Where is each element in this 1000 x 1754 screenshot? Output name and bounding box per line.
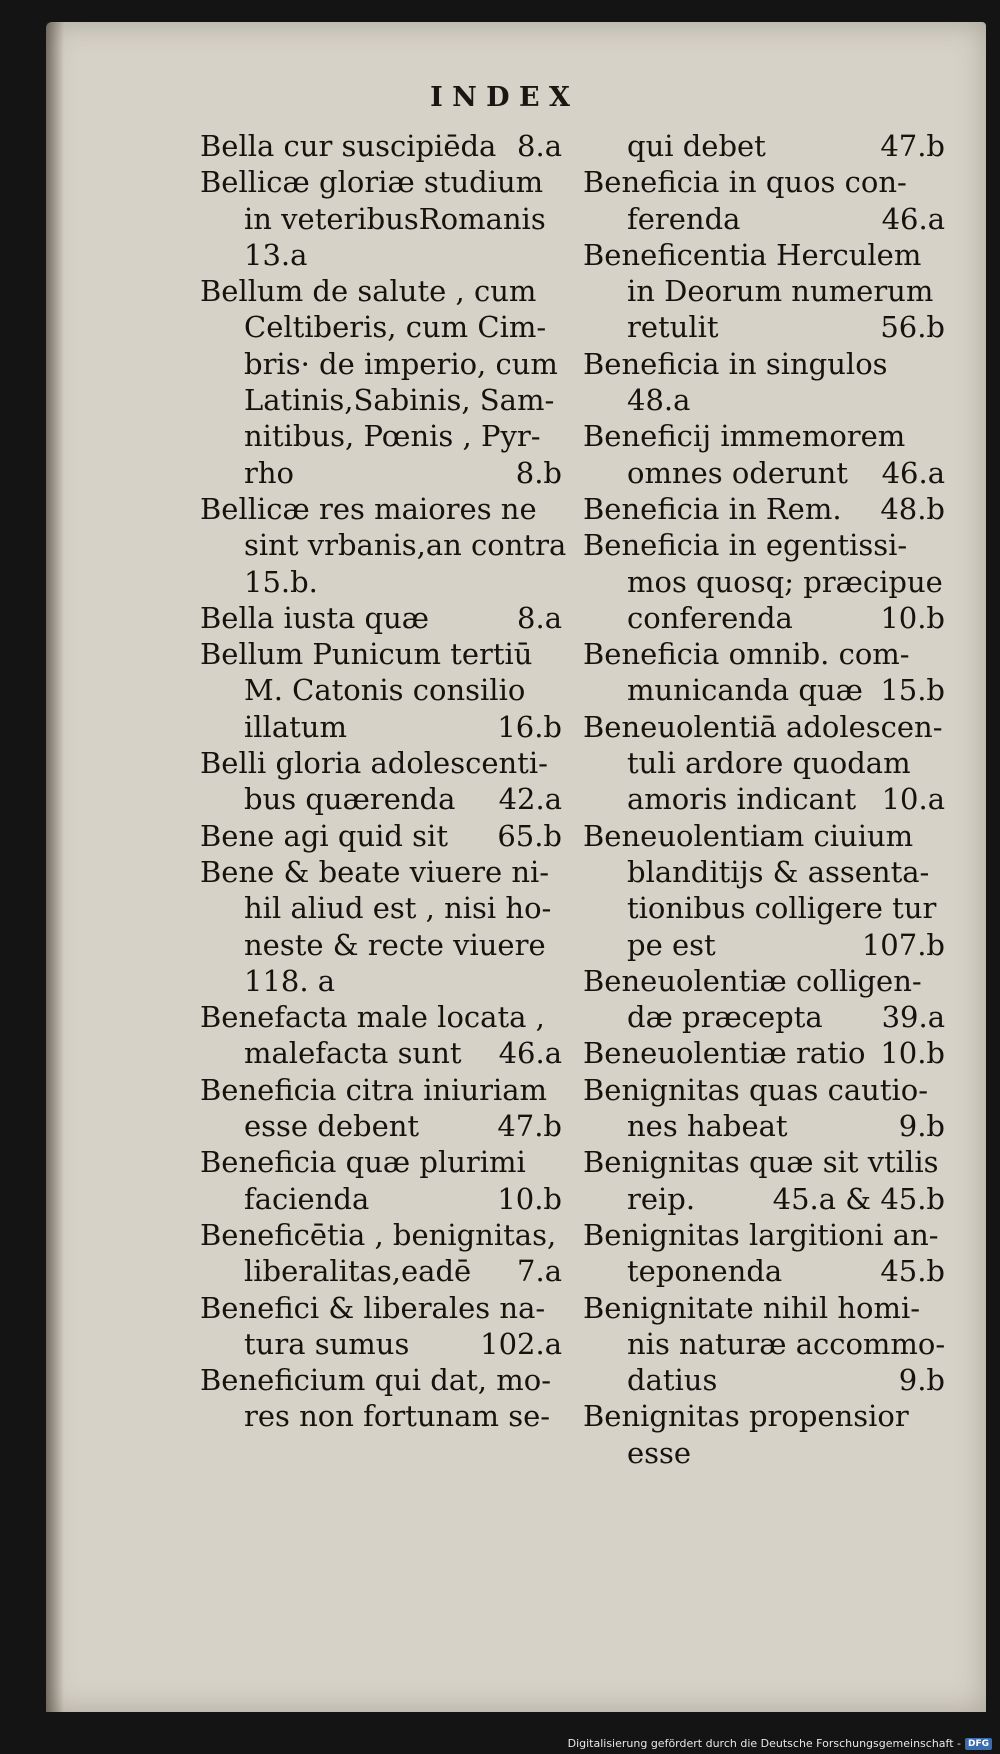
entry-text: res non fortunam se-: [244, 1399, 551, 1434]
entry-text: Beneficia in quos con-: [583, 165, 907, 200]
entry-text: liberalitas,eadē: [244, 1254, 472, 1289]
entry-text: Benefacta male locata ,: [200, 1000, 545, 1035]
entry-text: omnes oderunt: [627, 455, 848, 490]
entry-text: amoris indicant: [627, 782, 857, 817]
index-entry: [200, 818, 562, 854]
entry-page-ref: 9.b: [898, 1363, 945, 1398]
index-column-right: [583, 128, 945, 1471]
entry-page-ref: 65.b: [497, 818, 562, 853]
entry-page-ref: 45.a & 45.b: [772, 1181, 945, 1216]
entry-text: esse debent: [244, 1109, 420, 1144]
entry-text: bus quærenda: [244, 782, 456, 817]
entry-text: nes habeat: [627, 1109, 788, 1144]
entry-text: qui debet: [627, 129, 766, 163]
index-entry: [583, 1290, 945, 1399]
index-entry: [583, 1398, 945, 1471]
entry-text: dæ præcepta: [627, 1000, 823, 1035]
index-entry: [583, 1072, 945, 1145]
entry-text: esse: [627, 1435, 692, 1470]
index-entry: [200, 164, 562, 273]
entry-page-ref: 46.a: [498, 1036, 562, 1071]
entry-text: Bella cur suscipiēda: [200, 129, 497, 163]
entry-text: Benignitas quas cautio-: [583, 1072, 929, 1107]
entry-page-ref: 47.b: [880, 129, 945, 163]
entry-text: Bene & beate viuere ni-: [200, 854, 550, 889]
entry-text: Beneuolentiæ ratio: [583, 1036, 866, 1071]
index-entry: [583, 963, 945, 1036]
entry-page-ref: 45.b: [880, 1254, 945, 1289]
entry-text: M. Catonis consilio: [244, 673, 526, 708]
index-entry: [583, 1144, 945, 1217]
entry-text: Beneuolentiæ colligen-: [583, 963, 922, 998]
index-entry: [200, 745, 562, 818]
index-entry: [200, 1362, 562, 1435]
entry-page-ref: 8.a: [517, 600, 562, 635]
index-entry: [583, 1035, 945, 1071]
entry-page-ref: 10.b: [880, 600, 945, 635]
entry-text: facienda: [244, 1181, 370, 1216]
page-header: I N D E X: [430, 82, 570, 113]
entry-text: 48.a: [627, 383, 691, 418]
entry-text: Bellicæ res maiores ne: [200, 491, 537, 526]
entry-text: Beneficia omnib. com-: [583, 637, 910, 672]
entry-text: hil aliud est , nisi ho-: [244, 891, 552, 926]
entry-page-ref: 10.b: [880, 1036, 945, 1071]
page-gutter-shadow: [46, 22, 64, 1712]
entry-text: Beneficia in egentissi-: [583, 528, 908, 563]
entry-text: nis naturæ accommo-: [627, 1326, 946, 1361]
entry-page-ref: 56.b: [880, 310, 945, 345]
index-entry: [200, 491, 567, 600]
entry-page-ref: 48.b: [880, 491, 945, 526]
entry-page-ref: 102.a: [480, 1326, 562, 1361]
index-entry: [583, 709, 945, 818]
index-entry: [200, 1217, 562, 1290]
entry-text: Beneficium qui dat, mo-: [200, 1363, 552, 1398]
entry-text: Benignitate nihil homi-: [583, 1290, 921, 1325]
entry-text: Beneficia in Rem.: [583, 491, 842, 526]
entry-page-ref: 10.b: [497, 1181, 562, 1216]
entry-text: rho: [244, 455, 294, 490]
index-entry: [200, 636, 562, 745]
index-entry: [583, 527, 945, 636]
entry-text: Benignitas propensior: [583, 1399, 909, 1434]
digitization-credit: [568, 1737, 992, 1750]
entry-text: Beneuolentiam ciuium: [583, 818, 914, 853]
entry-text: mos quosq; præcipue: [627, 564, 943, 599]
entry-text: tionibus colligere tur: [627, 891, 937, 926]
index-entry: [583, 237, 945, 346]
entry-text: Bellum de salute , cum: [200, 274, 537, 309]
entry-text: datius: [627, 1363, 718, 1398]
entry-text: Beneficia in singulos: [583, 346, 888, 381]
entry-text: ferenda: [627, 201, 741, 236]
entry-text: neste & recte viuere: [244, 927, 546, 962]
entry-page-ref: 10.a: [881, 782, 945, 817]
entry-text: Belli gloria adolescenti-: [200, 746, 548, 781]
entry-page-ref: 7.a: [517, 1254, 562, 1289]
entry-text: 118. a: [244, 963, 336, 998]
index-entry: [583, 636, 945, 709]
entry-text: Beneficia citra iniuriam: [200, 1072, 548, 1107]
entry-text: Beneficij immemorem: [583, 419, 906, 454]
entry-page-ref: 9.b: [898, 1109, 945, 1144]
entry-page-ref: 16.b: [497, 709, 562, 744]
index-column-left: [200, 128, 567, 1435]
entry-text: malefacta sunt: [244, 1036, 462, 1071]
index-entry: [200, 273, 562, 491]
entry-text: Bellicæ gloriæ studium: [200, 165, 544, 200]
entry-text: blanditijs & assenta-: [627, 854, 930, 889]
index-entry: [583, 128, 945, 164]
entry-text: Bene agi quid sit: [200, 818, 448, 853]
entry-page-ref: 46.a: [881, 201, 945, 236]
index-entry: [583, 1217, 945, 1290]
entry-page-ref: 42.a: [498, 782, 562, 817]
entry-text: in Deorum numerum: [627, 274, 934, 309]
index-entry: [200, 1144, 562, 1217]
index-entry: [200, 128, 562, 164]
entry-page-ref: 8.a: [517, 129, 562, 163]
entry-text: Beneficentia Herculem: [583, 237, 922, 272]
entry-text: reip.: [627, 1181, 696, 1216]
entry-text: Latinis,Sabinis, Sam-: [244, 383, 555, 418]
entry-text: sint vrbanis,an contra: [244, 528, 567, 563]
index-entry: [583, 418, 945, 491]
entry-text: Beneficia quæ plurimi: [200, 1145, 526, 1180]
entry-page-ref: 46.a: [881, 455, 945, 490]
entry-page-ref: 39.a: [881, 1000, 945, 1035]
entry-text: Celtiberis, cum Cim-: [244, 310, 547, 345]
entry-text: retulit: [627, 310, 719, 345]
entry-text: Benignitas largitioni an-: [583, 1217, 939, 1252]
index-entry: [200, 854, 562, 999]
entry-text: tura sumus: [244, 1326, 410, 1361]
entry-text: in veteribusRomanis: [244, 201, 546, 236]
index-entry: [200, 600, 562, 636]
entry-text: 15.b.: [244, 564, 318, 599]
entry-text: bris· de imperio, cum: [244, 346, 558, 381]
entry-text: conferenda: [627, 600, 793, 635]
entry-text: Bella iusta quæ: [200, 600, 430, 635]
index-entry: [200, 999, 562, 1072]
dfg-logo: DFG: [965, 1738, 992, 1750]
entry-page-ref: 15.b: [880, 673, 945, 708]
entry-text: municanda quæ: [627, 673, 863, 708]
entry-page-ref: 107.b: [861, 927, 945, 962]
index-entry: [583, 818, 945, 963]
entry-text: Beneficētia , benignitas,: [200, 1217, 557, 1252]
index-entry: [583, 491, 945, 527]
entry-text: tuli ardore quodam: [627, 746, 911, 781]
entry-text: illatum: [244, 709, 347, 744]
entry-text: Beneuolentiā adolescen-: [583, 709, 943, 744]
entry-text: Benignitas quæ sit vtilis: [583, 1145, 939, 1180]
entry-page-ref: 8.b: [515, 455, 562, 490]
entry-text: 13.a: [244, 237, 308, 272]
index-entry: [200, 1290, 562, 1363]
index-entry: [583, 164, 945, 237]
entry-text: pe est: [627, 927, 716, 962]
entry-page-ref: 47.b: [497, 1109, 562, 1144]
entry-text: Benefici & liberales na-: [200, 1290, 546, 1325]
credit-text: Digitalisierung gefördert durch die Deutsche Forschungsgemeinschaft -: [567, 1737, 961, 1750]
entry-text: teponenda: [627, 1254, 783, 1289]
entry-text: Bellum Punicum tertiū: [200, 637, 533, 672]
index-entry: [583, 346, 945, 419]
entry-text: nitibus, Pœnis , Pyr-: [244, 419, 541, 454]
index-entry: [200, 1072, 562, 1145]
